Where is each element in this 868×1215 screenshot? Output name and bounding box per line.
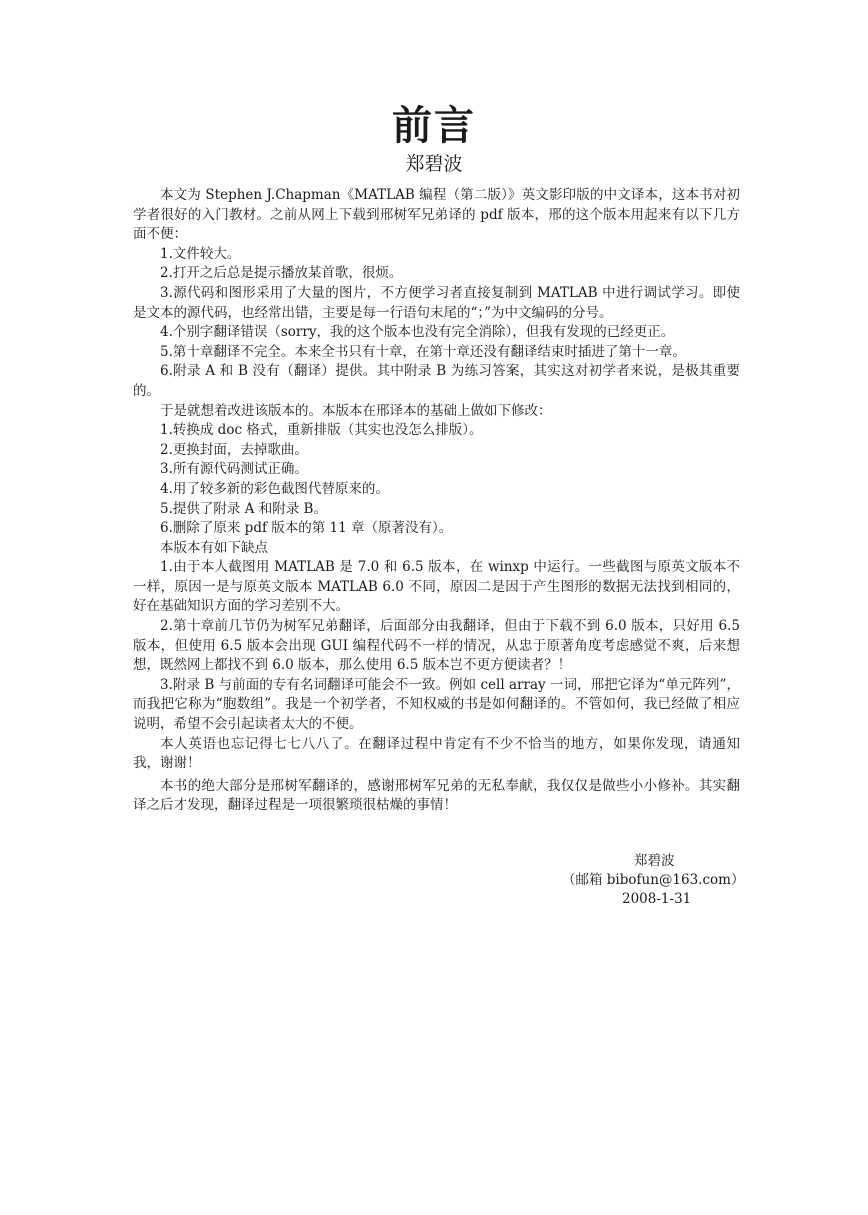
paragraph: 5.第十章翻译不完全。本来全书只有十章，在第十章还没有翻译结束时插进了第十一章。 xyxy=(160,343,686,360)
signature-email: （邮箱 bibofun@163.com） xyxy=(562,872,745,888)
paragraph: 4.个别字翻译错误（sorry，我的这个版本也没有完全消除），但我有发现的已经更正。 xyxy=(160,324,675,341)
paragraph: 5.提供了附录 A 和附录 B。 xyxy=(160,500,327,517)
paragraph: 3.所有源代码测试正确。 xyxy=(160,461,308,478)
paragraph: 2.打开之后总是提示播放某首歌，很烦。 xyxy=(160,265,403,282)
author-name: 郑碧波 xyxy=(405,153,463,175)
signature-name: 郑碧波 xyxy=(634,853,675,869)
paragraph: 6.删除了原来 pdf 版本的第 11 章（原著没有）。 xyxy=(160,520,453,537)
paragraph: 3.源代码和图形采用了大量的图片，不方便学习者直接复制到 MATLAB 中进行调试学习。即使是文本的源代码，也经常出错，主要是每一行语句末尾的“；”为中文编码的分号。 xyxy=(133,284,740,321)
page-title: 前言 xyxy=(392,102,476,149)
paragraph: 1.转换成 doc 格式，重新排版（其实也没怎么排版）。 xyxy=(160,422,483,439)
paragraph: 本版本有如下缺点 xyxy=(160,539,268,556)
paragraph: 本书的绝大部分是邢树军翻译的，感谢邢树军兄弟的无私奉献，我仅仅是做些小小修补。其实翻译之后才发现，翻译过程是一项很繁琐很枯燥的事情！ xyxy=(133,777,740,814)
signature-block xyxy=(540,852,745,909)
preface-body xyxy=(133,186,740,816)
paragraph: 本人英语也忘记得七七八八了。在翻译过程中肯定有不少不恰当的地方，如果你发现，请通知我，谢谢！ xyxy=(133,735,740,772)
paragraph: 4.用了较多新的彩色截图代替原来的。 xyxy=(160,480,389,497)
paragraph: 于是就想着改进该版本的。本版本在邢译本的基础上做如下修改： xyxy=(160,402,552,419)
paragraph: 6.附录 A 和 B 没有（翻译）提供。其中附录 B 为练习答案，其实这对初学者来说，是极其重要的。 xyxy=(133,363,740,399)
paragraph: 1.文件较大。 xyxy=(160,245,241,262)
paragraph: 2.第十章前几节仍为树军兄弟翻译，后面部分由我翻译，但由于下载不到 6.0 版本，只好用 6.5 版本，但使用 6.5 版本会出现 GUI 编程代码不一样的情况，从忠于原著角度考虑感觉不爽，后来想想，既然网上都找不到 6.0 版本，那么使用 6.5 版本岂不更方便读者？！ xyxy=(133,618,740,674)
signature-date: 2008-1-31 xyxy=(622,891,692,907)
paragraph: 2.更换封面，去掉歌曲。 xyxy=(160,441,308,458)
paragraph: 本文为 Stephen J.Chapman《MATLAB 编程（第二版）》英文影印版的中文译本，这本书对初学者很好的入门教材。之前从网上下载到邢树军兄弟译的 pdf 版本，邢的这个版本用起来有以下几方面不便： xyxy=(133,187,740,243)
paragraph: 3.附录 B 与前面的专有名词翻译可能会不一致。例如 cell array 一词，邢把它译为“单元阵列”，而我把它称为“胞数组”。我是一个初学者，不知权威的书是如何翻译的。不管如何，我已经做了相应说明，希望不会引起读者太大的不便。 xyxy=(133,676,740,733)
paragraph: 1.由于本人截图用 MATLAB 是 7.0 和 6.5 版本，在 winxp 中运行。一些截图与原英文版本不一样，原因一是与原英文版本 MATLAB 6.0 不同，原因二是因于产生图形的数据无法找到相同的，好在基础知识方面的学习差别不大。 xyxy=(133,559,740,615)
